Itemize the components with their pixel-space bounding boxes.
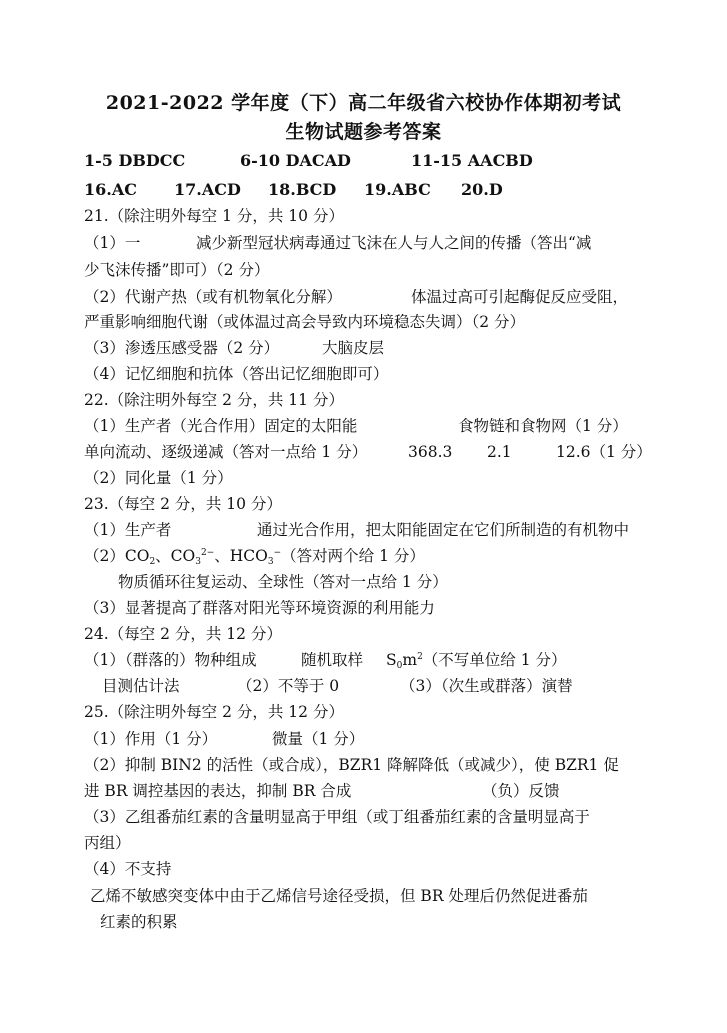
- q24-answer-1c: [386, 650, 567, 670]
- q22-answer-1b: 食物链和食物网（1 分）: [458, 417, 628, 435]
- q22-heading: 22.（除注明外每空 2 分，共 11 分）: [84, 391, 344, 409]
- q24-unit-exponent: 2: [417, 652, 423, 662]
- q22-answer-1a: （1）生产者（光合作用）固定的太阳能: [84, 417, 358, 435]
- q24-unit-note: （不写单位给 1 分）: [422, 651, 567, 669]
- q22-answer-value-3: 12.6（1 分）: [556, 443, 652, 461]
- q24-heading: 24.（每空 2 分，共 12 分）: [84, 625, 282, 643]
- q25-line-7: 乙烯不敏感突变体中由于乙烯信号途径受损，但 BR 处理后仍然促进番茄: [90, 887, 588, 905]
- q24-answer-1b: 随机取样: [301, 651, 364, 669]
- mc-6-10: 6-10 DACAD: [240, 151, 351, 170]
- q23-hco3-subscript: 3: [267, 557, 274, 567]
- q24-unit-m: m: [402, 651, 418, 669]
- q22-line-3: （2）同化量（1 分）: [84, 469, 233, 487]
- document-title: 2021-2022 学年度（下）高二年级省六校协作体期初考试: [105, 92, 622, 114]
- mc-20: 20.D: [461, 180, 503, 199]
- q23-co3-label: 、CO: [155, 547, 196, 565]
- q24-s-subscript: 0: [396, 661, 403, 671]
- q23-line-4: （3）显著提高了群落对阳光等环境资源的利用能力: [84, 599, 435, 617]
- q22-answer-1c: 单向流动、逐级递减（答对一点给 1 分）: [84, 443, 368, 461]
- q24-answer-1a: （1）（群落的）物种组成: [84, 651, 257, 669]
- q25-heading: 25.（除注明外每空 2 分，共 12 分）: [84, 703, 344, 721]
- q23-line-3: 物质循环往复运动、全球性（答对一点给 1 分）: [118, 573, 448, 591]
- q21-heading: 21.（除注明外每空 1 分，共 10 分）: [84, 207, 344, 225]
- q25-answer-2b: （负）反馈: [482, 782, 560, 800]
- q23-hco3-charge: −: [273, 548, 282, 558]
- q25-line-5: 丙组）: [84, 834, 131, 852]
- q22-answer-value-2: 2.1: [487, 443, 512, 461]
- q23-answer-1a: （1）生产者: [84, 521, 172, 539]
- q25-answer-1b: 微量（1 分）: [272, 730, 365, 748]
- q21-answer-1a: （1）一: [84, 234, 141, 252]
- q23-co2-label: （2）CO: [84, 547, 150, 565]
- mc-11-15: 11-15 AACBD: [411, 151, 533, 170]
- q25-answer-1a: （1）作用（1 分）: [84, 730, 218, 748]
- q24-s-symbol: S: [386, 651, 397, 669]
- mc-17: 17.ACD: [174, 180, 241, 199]
- q23-heading: 23.（每空 2 分，共 10 分）: [84, 495, 282, 513]
- q21-answer-2b: 体温过高可引起酶促反应受阻，: [411, 288, 629, 306]
- q21-answer-1b: 减少新型冠状病毒通过飞沫在人与人之间的传播（答出“减: [196, 234, 592, 252]
- q23-co3-charge: 2−: [200, 548, 215, 558]
- q25-answer-2a: 进 BR 调控基因的表达，抑制 BR 合成: [84, 782, 352, 800]
- q23-answer-2-note: （答对两个给 1 分）: [281, 547, 425, 565]
- q23-line-2: [84, 546, 425, 566]
- q25-line-2: （2）抑制 BIN2 的活性（或合成），BZR1 降解降低（或减少），使 BZR1 促: [84, 756, 619, 774]
- q23-co2-subscript: 2: [149, 557, 156, 567]
- q21-line-4: 严重影响细胞代谢（或体温过高会导致内环境稳态失调）（2 分）: [84, 313, 526, 331]
- q23-co3-subscript: 3: [195, 557, 201, 567]
- q24-answer-2: （2）不等于 0: [237, 677, 340, 695]
- q25-line-4: （3）乙组番茄红素的含量明显高于甲组（或丁组番茄红素的含量明显高于: [84, 808, 590, 826]
- q21-answer-2a: （2）代谢产热（或有机物氧化分解）: [84, 288, 342, 306]
- q21-answer-3a: （3）渗透压感受器（2 分）: [84, 339, 280, 357]
- mc-18: 18.BCD: [268, 180, 337, 199]
- mc-16: 16.AC: [84, 180, 137, 199]
- q25-line-6: （4）不支持: [84, 860, 172, 878]
- q25-line-8: 红素的积累: [100, 913, 178, 931]
- q23-hco3-label: 、HCO: [214, 547, 268, 565]
- q22-answer-value-1: 368.3: [408, 443, 453, 461]
- q21-line-2: 少飞沫传播”即可）（2 分）: [84, 261, 270, 279]
- document-subtitle: 生物试题参考答案: [285, 121, 442, 143]
- q23-answer-1b: 通过光合作用，把太阳能固定在它们所制造的有机物中: [257, 521, 630, 539]
- q24-answer-1d: 目测估计法: [102, 677, 180, 695]
- q21-line-6: （4）记忆细胞和抗体（答出记忆细胞即可）: [84, 365, 389, 383]
- q24-answer-3: （3）（次生或群落）演替: [400, 677, 573, 695]
- q21-answer-3b: 大脑皮层: [322, 339, 385, 357]
- mc-1-5: 1-5 DBDCC: [84, 151, 186, 170]
- mc-19: 19.ABC: [364, 180, 431, 199]
